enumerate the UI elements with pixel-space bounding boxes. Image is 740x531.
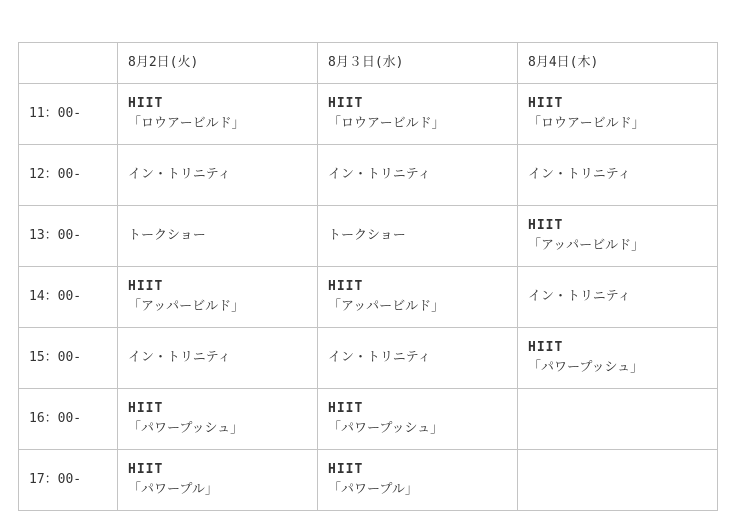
class-type-label: HIIT bbox=[328, 401, 364, 416]
schedule-cell bbox=[518, 267, 718, 328]
schedule-cell bbox=[118, 84, 318, 145]
schedule-body bbox=[19, 84, 718, 511]
schedule-cell bbox=[318, 267, 518, 328]
table-row bbox=[19, 328, 718, 389]
schedule-cell bbox=[118, 267, 318, 328]
header-row bbox=[19, 43, 718, 84]
table-row bbox=[19, 389, 718, 450]
class-name-label: 「パワープッシュ」 bbox=[128, 421, 244, 436]
time-slot-label: 17：00- bbox=[19, 450, 118, 511]
class-name-label: 「アッパービルド」 bbox=[528, 238, 645, 253]
schedule-header bbox=[19, 43, 718, 84]
corner-cell bbox=[19, 43, 118, 84]
class-name-label: 「パワープッシュ」 bbox=[528, 360, 644, 375]
schedule-cell bbox=[318, 389, 518, 450]
class-name-label: 「パワープッシュ」 bbox=[328, 421, 444, 436]
schedule-cell bbox=[518, 328, 718, 389]
time-slot-label: 15：00- bbox=[19, 328, 118, 389]
schedule-cell bbox=[318, 84, 518, 145]
class-type-label: HIIT bbox=[528, 96, 564, 111]
class-name-label: 「アッパービルド」 bbox=[128, 299, 245, 314]
class-type-label: HIIT bbox=[328, 96, 364, 111]
schedule-table bbox=[18, 42, 718, 511]
schedule-cell bbox=[318, 450, 518, 511]
empty-schedule-cell bbox=[518, 389, 718, 450]
schedule-cell bbox=[518, 206, 718, 267]
schedule-cell bbox=[518, 84, 718, 145]
table-row bbox=[19, 206, 718, 267]
class-name-label: 「ロウアービルド」 bbox=[128, 116, 245, 131]
schedule-cell bbox=[318, 206, 518, 267]
day-header-aug-4: 8月4日(木) bbox=[518, 43, 718, 84]
class-name-label: 「パワープル」 bbox=[328, 482, 418, 497]
schedule-cell bbox=[118, 450, 318, 511]
table-row bbox=[19, 145, 718, 206]
schedule-cell bbox=[518, 145, 718, 206]
class-type-label: HIIT bbox=[128, 401, 164, 416]
class-name-label: イン・トリニティ bbox=[328, 350, 431, 365]
class-name-label: トークショー bbox=[328, 228, 406, 243]
day-header-aug-2: 8月2日(火) bbox=[118, 43, 318, 84]
class-name-label: トークショー bbox=[128, 228, 206, 243]
class-type-label: HIIT bbox=[128, 462, 164, 477]
class-name-label: 「ロウアービルド」 bbox=[528, 116, 645, 131]
time-slot-label: 12：00- bbox=[19, 145, 118, 206]
schedule-cell bbox=[318, 328, 518, 389]
class-type-label: HIIT bbox=[528, 218, 564, 233]
class-name-label: イン・トリニティ bbox=[528, 167, 631, 182]
class-type-label: HIIT bbox=[528, 340, 564, 355]
time-slot-label: 14：00- bbox=[19, 267, 118, 328]
class-type-label: HIIT bbox=[328, 462, 364, 477]
class-name-label: イン・トリニティ bbox=[528, 289, 631, 304]
class-name-label: イン・トリニティ bbox=[328, 167, 431, 182]
table-row bbox=[19, 84, 718, 145]
time-slot-label: 16：00- bbox=[19, 389, 118, 450]
class-name-label: 「パワープル」 bbox=[128, 482, 218, 497]
class-type-label: HIIT bbox=[128, 96, 164, 111]
empty-schedule-cell bbox=[518, 450, 718, 511]
class-name-label: 「ロウアービルド」 bbox=[328, 116, 445, 131]
schedule-cell bbox=[118, 328, 318, 389]
table-row bbox=[19, 450, 718, 511]
schedule-cell bbox=[118, 145, 318, 206]
class-type-label: HIIT bbox=[128, 279, 164, 294]
schedule-cell bbox=[318, 145, 518, 206]
table-row bbox=[19, 267, 718, 328]
schedule-cell bbox=[118, 206, 318, 267]
time-slot-label: 11：00- bbox=[19, 84, 118, 145]
schedule-cell bbox=[118, 389, 318, 450]
time-slot-label: 13：00- bbox=[19, 206, 118, 267]
class-name-label: イン・トリニティ bbox=[128, 167, 231, 182]
class-type-label: HIIT bbox=[328, 279, 364, 294]
class-name-label: イン・トリニティ bbox=[128, 350, 231, 365]
class-name-label: 「アッパービルド」 bbox=[328, 299, 445, 314]
day-header-aug-3: 8月３日(水) bbox=[318, 43, 518, 84]
